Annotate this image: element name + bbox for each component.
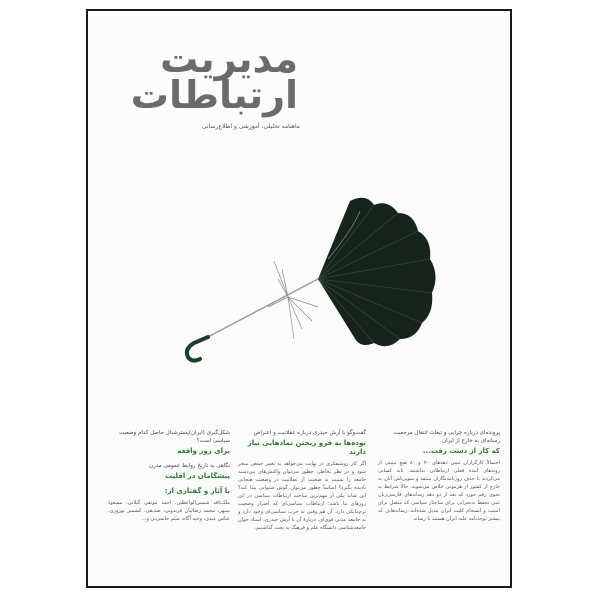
umbrella-illustration: [178, 189, 438, 369]
umbrella-canopy: [318, 198, 436, 346]
article-column-left: [108, 429, 230, 529]
masthead: [128, 39, 298, 119]
article-body: اگر کار روشنفکری در نهایت می‌خواهد به تغییر جمعی منجر شود و در نظر بخاطر، چطور می‌توان واکنش‌های بین‌دسته جامعه را نسبت به صحبت از عقلانیت در وضعیت هیجانی نادیده بگیرد؟ اساساً چطور می‌توان گوش شنوایی پیدا کند؟ این شاید یکی از مهم‌ترین مباحث ارتباطات سیاسی در این روزهای ما باشد؛ ارتباطات سیاسی‌ای که اصرار وضعیت نرم‌مایکی دارد. آن هم وقتی نه حزب سیاسی‌ای وجود دارد و نه جامعه مدنی قوی‌ای. دربارهٔ آن با آرش حیدری، استاد جوان جامعه‌شناسی دانشگاه علم و فرهنگ به بحث گذاشتیم.: [238, 461, 366, 531]
contributors-heading: با آثار و گفتاری از:: [164, 487, 230, 495]
masthead-title-line1: مدیریت: [160, 37, 298, 81]
article-headline: که کار از دست رفت...: [422, 447, 500, 455]
article-headline: برای روز واقعه: [177, 447, 230, 455]
umbrella-handle: [187, 337, 208, 361]
umbrella-shaft: [204, 279, 318, 339]
article-kicker: پرونده‌ای درباره چرایی و تبعات انتقال مرجعیت رسانه‌ای به خارج از ایران: [393, 430, 500, 444]
article-body: احتمالاً کارگزاران تبیین دهه‌های ۷۰ و ۸۰ هیچ تبیینی از روندهای آینده فعلی ارتباطاتی نداشتند، تایه کسانی می‌کردند با حذف روزنامه‌نگاران منتقد و سوپرتاش آنان به خارج از کشور از هژمونی خلاص می‌شوند. حالا شرایط به نحوی رقم خورد که بعد از دو دهه رسانه‌های فارسی‌زبان ثبتی تحفظ به‌بحرانی برای ساختار سیاسی که متصل برای امنیت و انسجام کلیت ایران تبدیل شده‌اند، رسانه‌هایی که بیشتر توجه‌نامه علیه ایران هستند تا رسانه.: [378, 460, 501, 522]
umbrella-ribs: [268, 261, 318, 339]
article-kicker: نگاهی به تاریخ روابط عمومی مدرن: [149, 463, 230, 469]
magazine-cover: [86, 9, 512, 588]
article-kicker: گفت‌وگو با آرش حیدری درباره عقلانیت و اعتراض: [253, 430, 366, 436]
article-column-right: [378, 429, 500, 523]
article-kicker: شکل‌گیری (ایران)پسترشنال حاصل کدام وضعیت سیاسی است؟: [119, 430, 230, 444]
article-headline: پیشگامان در اقلیت: [165, 472, 230, 480]
masthead-tagline: ماهنامه تحلیلی، آموزشی و اطلاع‌رسانی: [202, 123, 300, 130]
contributors-list: ملک‌تاقه شمس‌الواعظین، احمد موثقی گیلانی، مسعود سپهر، محمد رضائیان فریدونی، صدیقی، کشمیر نوروزی، عباس عبدی، وحید آگاه، میثم خاتمی‌پی و...: [108, 500, 230, 522]
article-headline: توده‌ها به فرو ریختن نمادهایی نیاز دارند: [247, 439, 366, 456]
masthead-title-line2: ارتباطات: [130, 73, 298, 117]
article-column-middle: [238, 429, 366, 532]
